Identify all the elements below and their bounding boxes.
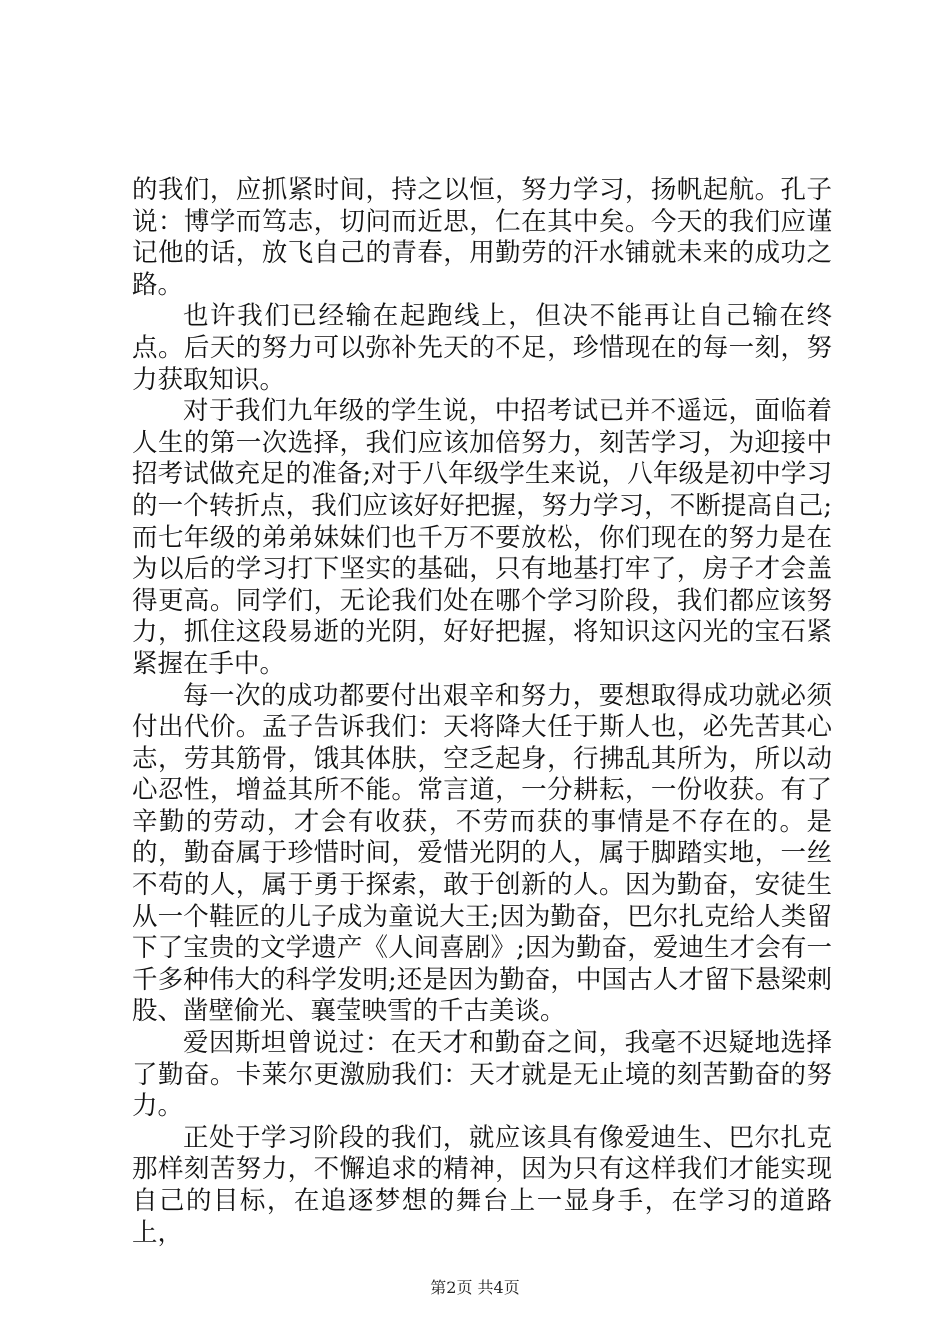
paragraph-1: 的我们，应抓紧时间，持之以恒，努力学习，扬帆起航。孔子说：博学而笃志，切问而近思，仁在其中矣。今天的我们应谨记他的话，放飞自己的青春，用勤劳的汗水铺就未来的成功之路。 [132, 175, 832, 300]
paragraph-4: 每一次的成功都要付出艰辛和努力，要想取得成功就必须付出代价。孟子告诉我们：天将降大任于斯人也，必先苦其心志，劳其筋骨，饿其体肤，空乏起身，行拂乱其所为，所以动心忍性，增益其所不能。常言道，一分耕耘，一份收获。有了辛勤的劳动，才会有收获，不劳而获的事情是不存在的。是的，勤奋属于珍惜时间，爱惜光阴的人，属于脚踏实地，一丝不苟的人，属于勇于探索，敢于创新的人。因为勤奋，安徒生从一个鞋匠的儿子成为童说大王;因为勤奋，巴尔扎克给人类留下了宝贵的文学遗产《人间喜剧》;因为勤奋，爱迪生才会有一千多种伟大的科学发明;还是因为勤奋，中国古人才留下悬梁刺股、凿壁偷光、襄莹映雪的千古美谈。 [132, 680, 832, 1027]
paragraph-6: 正处于学习阶段的我们，就应该具有像爱迪生、巴尔扎克那样刻苦努力，不懈追求的精神，因为只有这样我们才能实现自己的目标，在追逐梦想的舞台上一显身手，在学习的道路上， [132, 1122, 832, 1248]
paragraph-3: 对于我们九年级的学生说，中招考试已并不遥远，面临着人生的第一次选择，我们应该加倍努力，刻苦学习，为迎接中招考试做充足的准备;对于八年级学生来说，八年级是初中学习的一个转折点，我们应该好好把握，努力学习，不断提高自己;而七年级的弟弟妹妹们也千万不要放松，你们现在的努力是在为以后的学习打下坚实的基础，只有地基打牢了，房子才会盖得更高。同学们，无论我们处在哪个学习阶段，我们都应该努力，抓住这段易逝的光阴，好好把握，将知识这闪光的宝石紧紧握在手中。 [132, 396, 832, 679]
paragraph-2: 也许我们已经输在起跑线上，但决不能再让自己输在终点。后天的努力可以弥补先天的不足，珍惜现在的每一刻，努力获取知识。 [132, 301, 832, 395]
document-body [132, 175, 832, 1249]
paragraph-5: 爱因斯坦曾说过：在天才和勤奋之间，我毫不迟疑地选择了勤奋。卡莱尔更激励我们：天才就是无止境的刻苦勤奋的努力。 [132, 1028, 832, 1122]
page-number-footer: 第2页 共4页 [430, 1278, 520, 1297]
